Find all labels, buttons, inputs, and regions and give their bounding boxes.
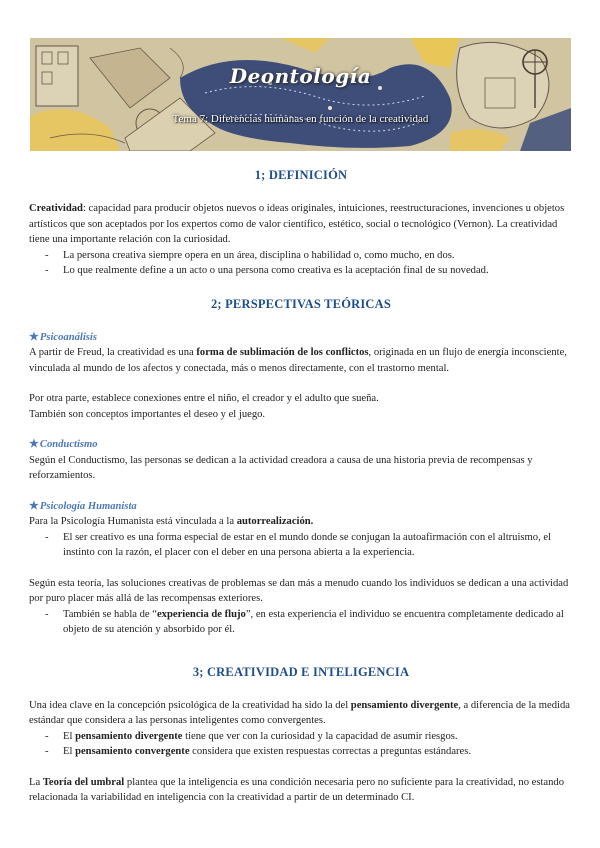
conductismo-paragraph: Según el Conductismo, las personas se dedican a la actividad creadora a causa de una historia previa de recompensas y reforzamientos. — [29, 454, 533, 481]
document-subtitle: Tema 7: Diferencias humanas en función de la creatividad — [172, 113, 429, 125]
text-run: Una idea clave en la concepción psicológica de la creatividad ha sido la del — [29, 699, 351, 711]
humanista-list-2 — [29, 607, 573, 638]
text-run: La — [29, 776, 43, 788]
bold-run: experiencia de flujo — [156, 608, 246, 620]
star-icon: ★ — [29, 438, 39, 450]
bold-run: pensamiento convergente — [75, 746, 190, 757]
bold-run: autorrealización. — [236, 516, 314, 527]
humanista-list-1 — [29, 530, 573, 561]
bold-run: pensamiento divergente — [75, 730, 183, 742]
section-2-title: 2; PERSPECTIVAS TEÓRICAS — [210, 296, 392, 311]
text-run: ”, en esta experiencia el individuo se encuentra completamente dedicado al objeto de su atención y absorbido por él. — [63, 608, 564, 635]
text-run: El — [63, 746, 76, 757]
subheading-label: Psicología Humanista — [39, 500, 137, 512]
subheading-psicoanalisis — [29, 330, 573, 346]
text-run: plantea que la inteligencia es una condición necesaria pero no suficiente para la creatividad, no estando relacionada la variabilidad en inteligencia con la creatividad a partir de un determinado CI. — [29, 776, 564, 803]
definition-text: : capacidad para producir objetos nuevos o ideas originales, intuiciones, reestructuraciones, invenciones u objetos artísticos que son aceptados por los expertos como de valor científico, estético, social o tecnológico (Vernon). La creatividad tiene una importante relación con la curiosidad. — [29, 203, 565, 245]
list-item: - Lo que realmente define a un acto o una persona como creativa es la aceptación final de su novedad. — [63, 263, 573, 279]
text-run: tiene que ver con la curiosidad y la capacidad de asumir riesgos. — [182, 730, 458, 742]
text-run: , a diferencia de la medida estándar que considera a las personas inteligentes como convergentes. — [29, 699, 570, 726]
text-run: Para la Psicología Humanista está vinculada a la — [29, 516, 237, 527]
document-body — [29, 168, 573, 806]
list-item — [63, 607, 573, 638]
psicoanalisis-paragraph-1 — [29, 345, 573, 376]
list-item: - La persona creativa siempre opera en un área, disciplina o habilidad o, como mucho, en dos. — [63, 248, 573, 264]
humanista-paragraph-2: Según esta teoría, las soluciones creativas de problemas se dan más a menudo cuando los individuos se dedican a una actividad por puro placer más allá de las recompensas exteriores. — [29, 577, 569, 604]
star-icon: ★ — [29, 499, 39, 512]
text-run: , originada en un flujo de energía inconsciente, vinculada al mundo de los afectos y conectada, más o menos directamente, con el trastorno mental. — [29, 347, 567, 374]
psicoanalisis-line-1: Por otra parte, establece conexiones entre el niño, el creador y el adulto que sueña. — [29, 393, 379, 404]
creatividad-list — [29, 729, 573, 760]
creatividad-paragraph-1 — [29, 698, 573, 729]
umbral-paragraph — [29, 775, 573, 806]
bold-run: pensamiento divergente — [350, 699, 459, 711]
definition-paragraph — [29, 201, 573, 248]
subheading-label: Psicoanálisis — [39, 331, 97, 343]
bold-run: Teoría del umbral — [42, 776, 125, 788]
text-run: También se habla de “ — [63, 608, 157, 620]
subheading-humanista — [29, 499, 573, 515]
definition-term: Creatividad — [29, 203, 83, 214]
definition-list — [29, 248, 573, 279]
humanista-paragraph-1 — [29, 514, 573, 530]
subheading-conductismo — [29, 437, 573, 453]
subheading-label: Conductismo — [39, 439, 98, 450]
list-item: - El ser creativo es una forma especial de estar en el mundo donde se conjugan la autoafirmación con el altruismo, el instinto con la razón, el placer con el deber en una persona abierta a la experiencia. — [63, 530, 573, 561]
star-icon: ★ — [29, 330, 39, 343]
section-1-title: 1; DEFINICIÓN — [254, 168, 348, 182]
psicoanalisis-line-2: También son conceptos importantes el deseo y el juego. — [29, 408, 266, 420]
text-run: A partir de Freud, la creatividad es una — [29, 347, 197, 358]
text-run: El — [63, 730, 76, 742]
header-banner — [30, 38, 571, 151]
list-item — [63, 729, 573, 745]
section-3-title: 3; CREATIVIDAD E INTELIGENCIA — [192, 664, 410, 679]
list-item — [63, 744, 573, 760]
banner-artwork — [30, 38, 571, 151]
document-title: Deontología — [229, 64, 372, 88]
bold-run: forma de sublimación de los conflictos — [196, 347, 369, 358]
text-run: considera que existen respuestas correctas a preguntas estándares. — [189, 746, 472, 757]
